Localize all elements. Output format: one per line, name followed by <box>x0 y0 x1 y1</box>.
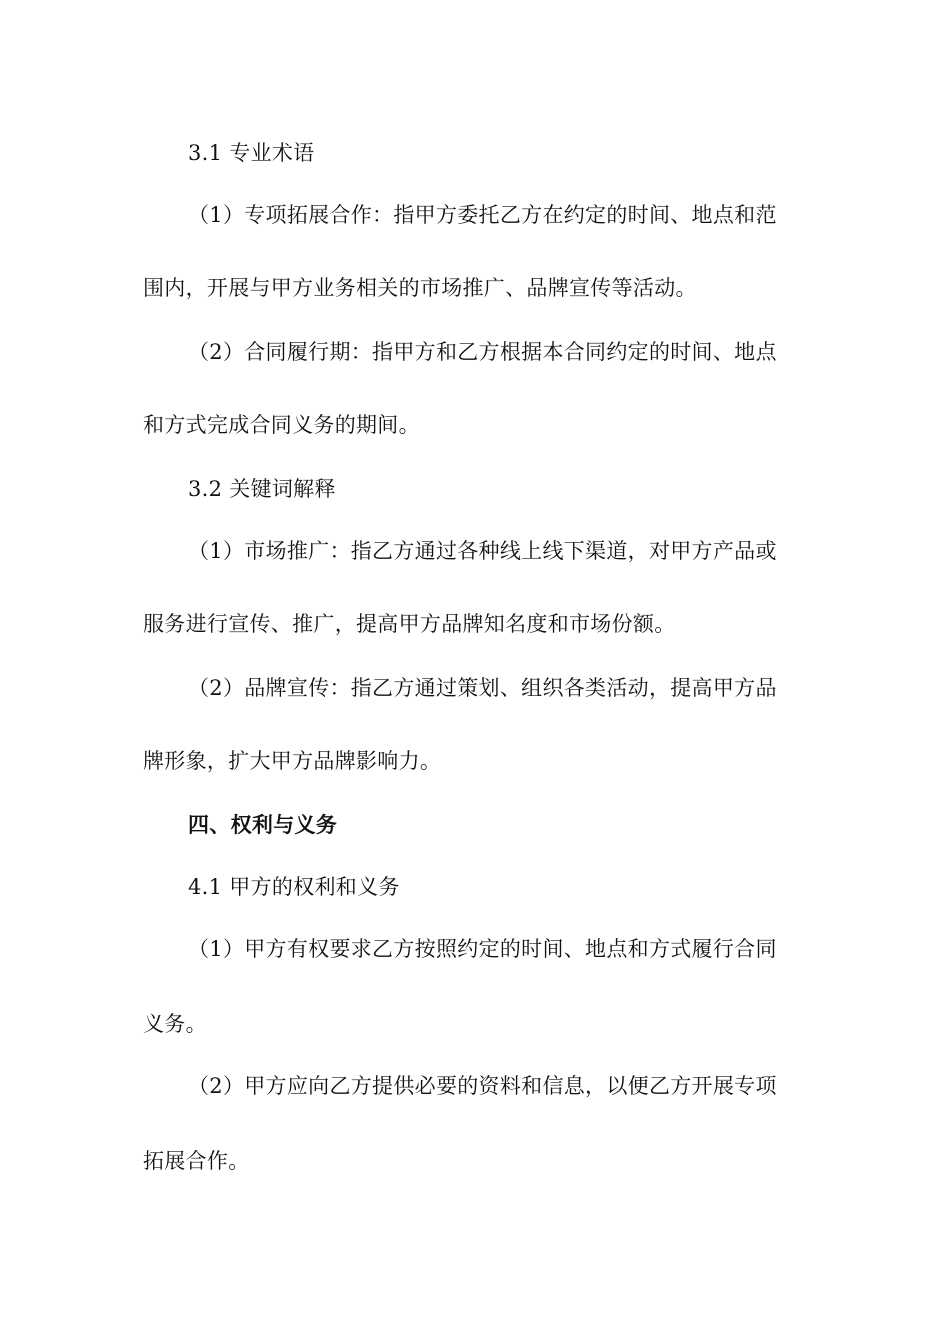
keyword-1-line-1: （1）市场推广：指乙方通过各种线上线下渠道，对甲方产品或 <box>188 539 777 563</box>
section-heading-3-1: 3.1 专业术语 <box>188 141 315 165</box>
definition-1-line-1: （1）专项拓展合作：指甲方委托乙方在约定的时间、地点和范 <box>188 203 777 227</box>
section-heading-3-2: 3.2 关键词解释 <box>188 477 336 501</box>
keyword-2-line-1: （2）品牌宣传：指乙方通过策划、组织各类活动，提高甲方品 <box>188 676 777 700</box>
right-1-line-1: （1）甲方有权要求乙方按照约定的时间、地点和方式履行合同 <box>188 937 777 961</box>
definition-1-line-2: 围内，开展与甲方业务相关的市场推广、品牌宣传等活动。 <box>143 276 697 300</box>
chapter-heading-4: 四、权利与义务 <box>188 812 338 837</box>
right-2-line-2: 拓展合作。 <box>143 1149 250 1173</box>
right-1-line-2: 义务。 <box>143 1012 207 1036</box>
definition-2-line-2: 和方式完成合同义务的期间。 <box>143 413 420 437</box>
section-heading-4-1: 4.1 甲方的权利和义务 <box>188 875 400 899</box>
right-2-line-1: （2）甲方应向乙方提供必要的资料和信息，以便乙方开展专项 <box>188 1074 777 1098</box>
keyword-2-line-2: 牌形象，扩大甲方品牌影响力。 <box>143 749 442 773</box>
definition-2-line-1: （2）合同履行期：指甲方和乙方根据本合同约定的时间、地点 <box>188 340 777 364</box>
keyword-1-line-2: 服务进行宣传、推广，提高甲方品牌知名度和市场份额。 <box>143 612 676 636</box>
